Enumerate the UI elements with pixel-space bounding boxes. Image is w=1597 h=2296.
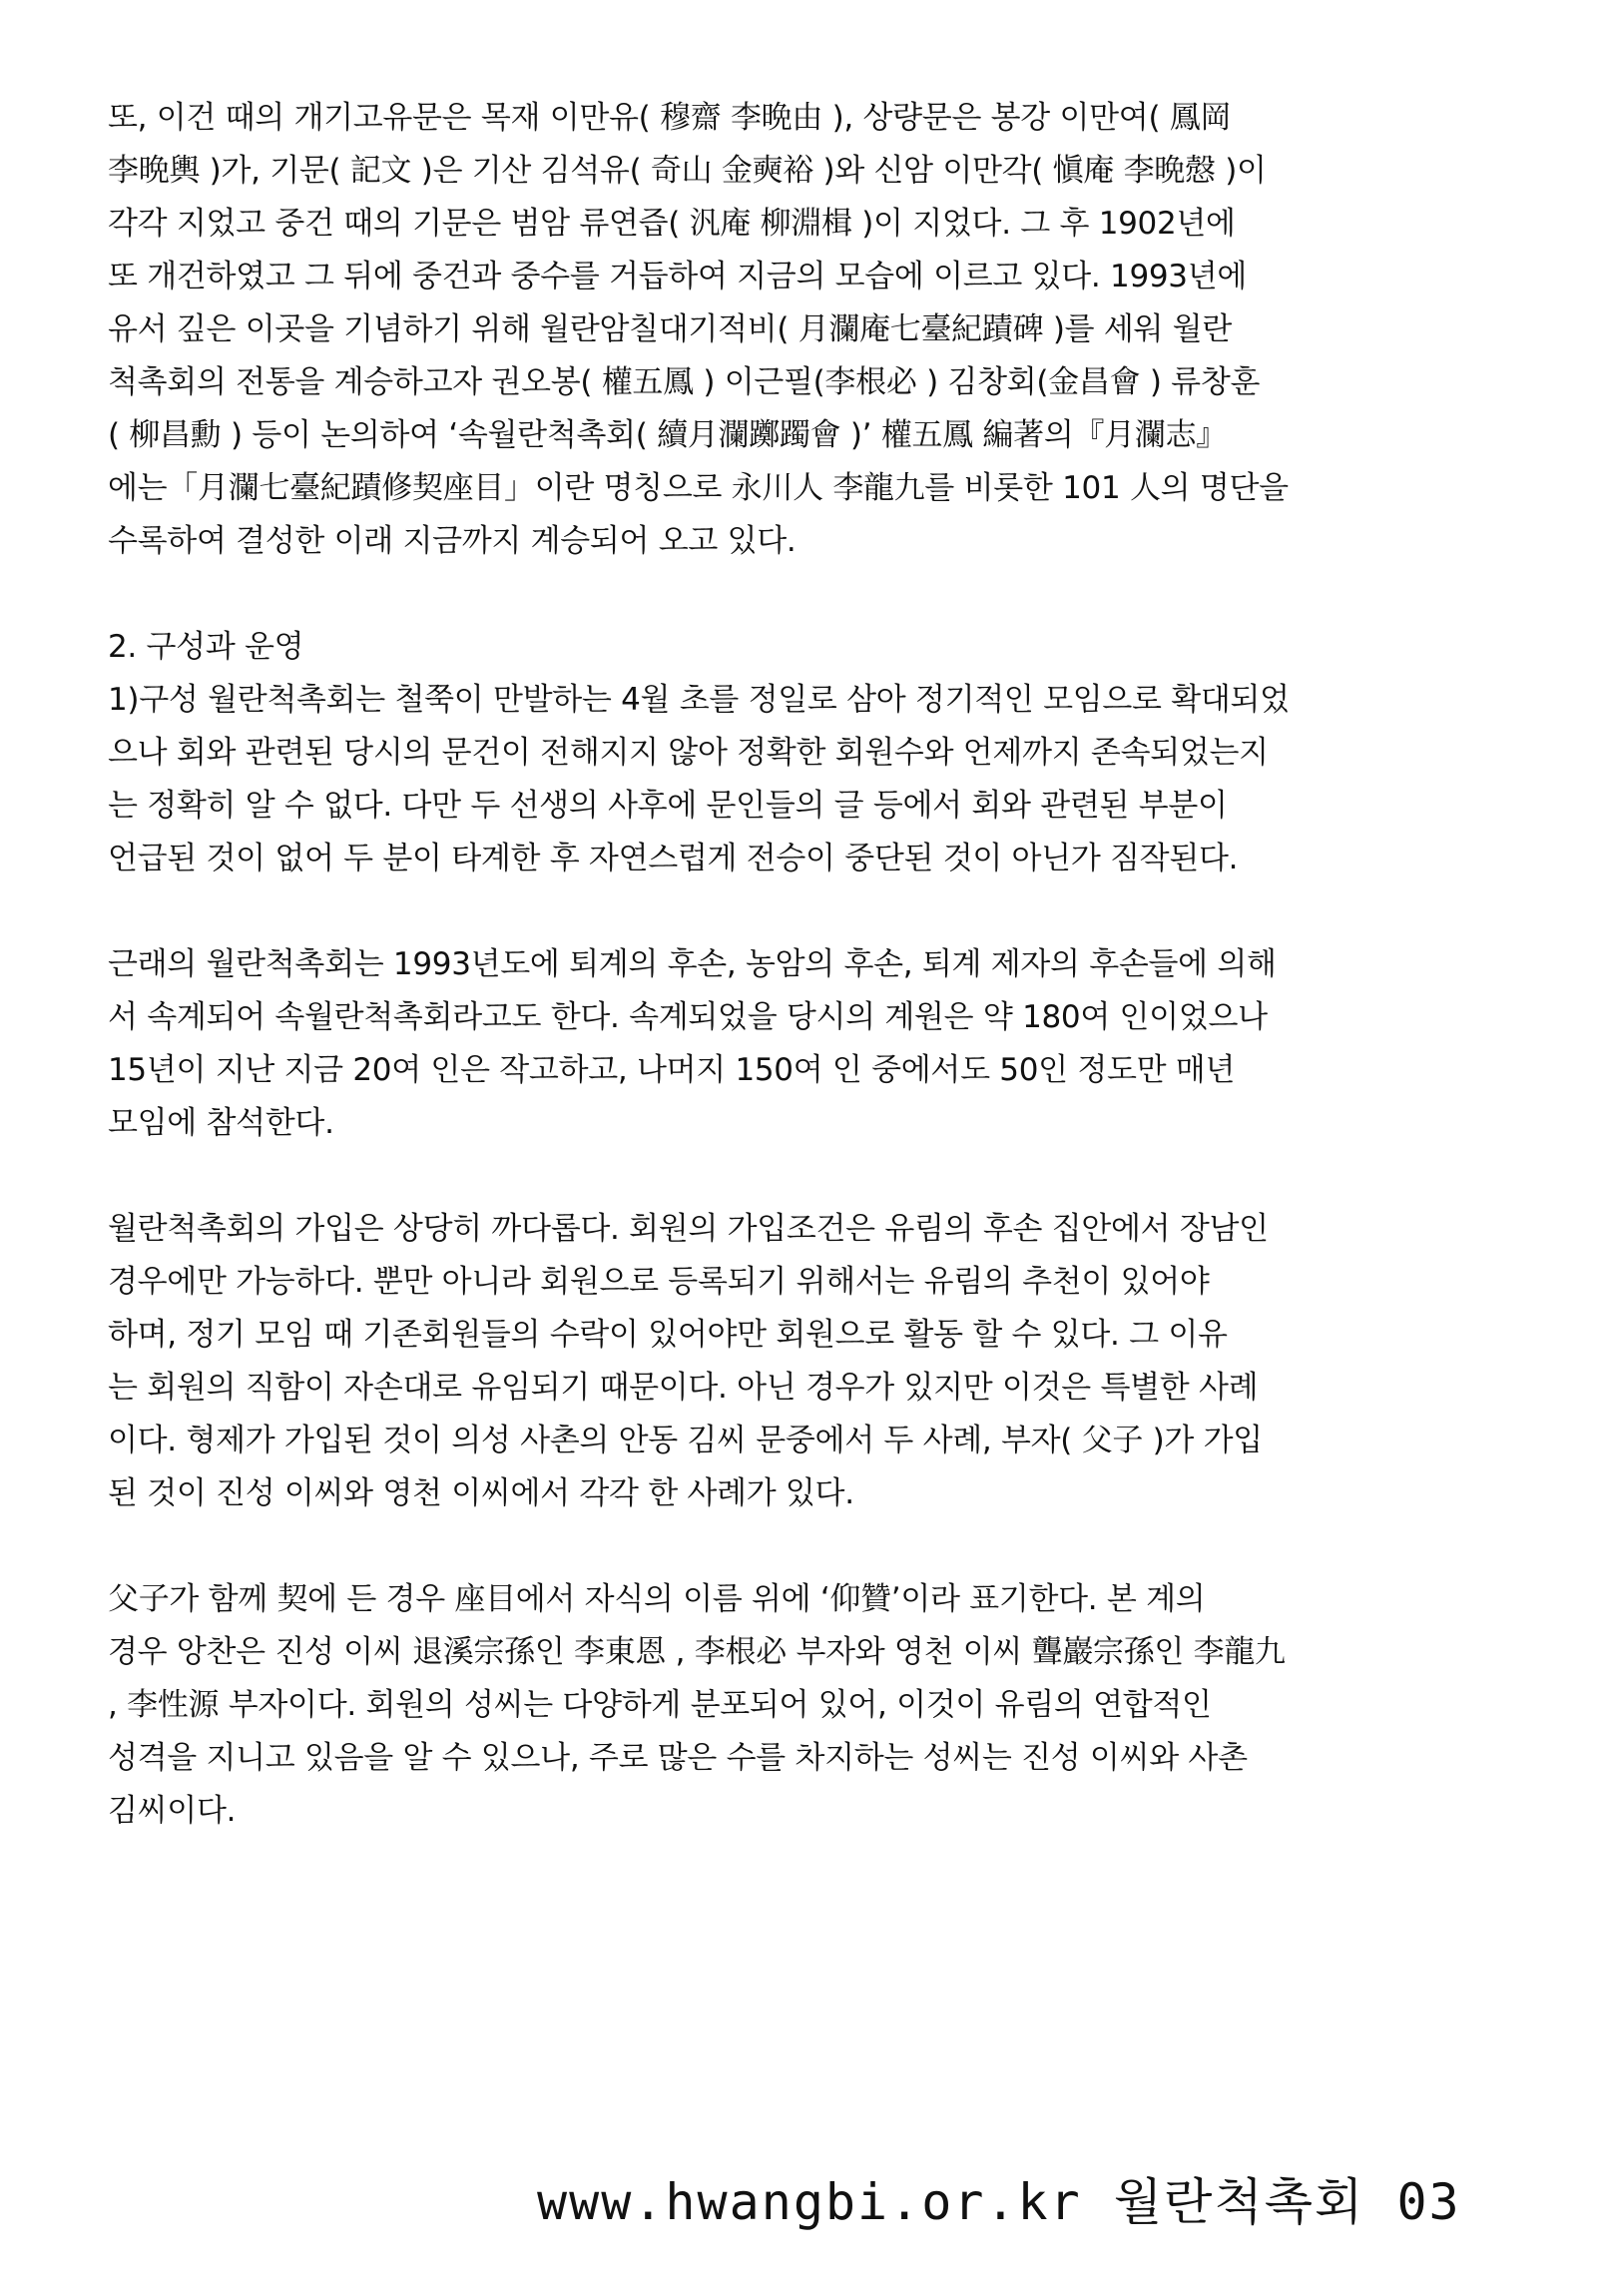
- text-line: 모임에 참석한다.: [108, 1105, 334, 1141]
- text-line: 경우 앙찬은 진성 이씨 退溪宗孫인 李東恩 , 李根必 부자와 영천 이씨 聾巖宗孫인 李龍九: [108, 1634, 1286, 1670]
- text-line: 유서 깊은 이곳을 기념하기 위해 월란암칠대기적비( 月瀾庵七臺紀蹟碑 )를 세워 월란: [108, 311, 1232, 347]
- text-line: 李晩輿 )가, 기문( 記文 )은 기산 김석유( 奇山 金奭裕 )와 신암 이만각( 愼庵 李晩慤 )이: [108, 153, 1267, 189]
- text-line: 으나 회와 관련된 당시의 문건이 전해지지 않아 정확한 회원수와 언제까지 존속되었는지: [108, 735, 1269, 771]
- text-line: 는 회원의 직함이 자손대로 유임되기 때문이다. 아닌 경우가 있지만 이것은 특별한 사례: [108, 1370, 1259, 1406]
- text-line: 김씨이다.: [108, 1793, 237, 1829]
- text-line: 수록하여 결성한 이래 지금까지 계승되어 오고 있다.: [108, 523, 797, 559]
- text-line: 15년이 지난 지금 20여 인은 작고하고, 나머지 150여 인 중에서도 50인 정도만 매년: [108, 1052, 1236, 1088]
- text-line: 각각 지었고 중건 때의 기문은 범암 류연즙( 汎庵 柳淵楫 )이 지었다. 그 후 1902년에: [108, 206, 1236, 242]
- section-heading: 2. 구성과 운영: [108, 629, 304, 665]
- text-line: 경우에만 가능하다. 뿐만 아니라 회원으로 등록되기 위해서는 유림의 추천이 있어야: [108, 1264, 1210, 1300]
- text-line: 성격을 지니고 있음을 알 수 있으나, 주로 많은 수를 차지하는 성씨는 진성 이씨와 사촌: [108, 1740, 1248, 1776]
- text-line: 는 정확히 알 수 없다. 다만 두 선생의 사후에 문인들의 글 등에서 회와 관련된 부분이: [108, 788, 1228, 824]
- text-line: 1)구성 월란척촉회는 철쭉이 만발하는 4월 초를 정일로 삼아 정기적인 모임으로 확대되었: [108, 682, 1290, 718]
- text-line: 하며, 정기 모임 때 기존회원들의 수락이 있어야만 회원으로 활동 할 수 있다. 그 이유: [108, 1317, 1228, 1353]
- paragraph-spacer: [108, 1150, 1565, 1203]
- paragraph-spacer: [108, 568, 1565, 621]
- text-line: , 李性源 부자이다. 회원의 성씨는 다양하게 분포되어 있어, 이것이 유림의 연합적인: [108, 1687, 1212, 1723]
- page-footer: www.hwangbi.or.kr 월란척촉회 03: [537, 2173, 1461, 2231]
- text-line: 된 것이 진성 이씨와 영천 이씨에서 각각 한 사례가 있다.: [108, 1475, 854, 1511]
- text-line: 이다. 형제가 가입된 것이 의성 사촌의 안동 김씨 문중에서 두 사례, 부자( 父子 )가 가입: [108, 1423, 1263, 1458]
- text-line: 또, 이건 때의 개기고유문은 목재 이만유( 穆齋 李晩由 ), 상량문은 봉강 이만여( 鳳岡: [108, 100, 1232, 136]
- text-line: 父子가 함께 契에 든 경우 座目에서 자식의 이름 위에 ‘仰贊’이라 표기한다. 본 계의: [108, 1581, 1206, 1617]
- text-line: ( 柳昌勳 ) 등이 논의하여 ‘속월란척촉회( 續月瀾躑躅會 )’ 權五鳳 編著의『月瀾志』: [108, 417, 1227, 453]
- text-line: 서 속계되어 속월란척촉회라고도 한다. 속계되었을 당시의 계원은 약 180여 인이었으나: [108, 999, 1268, 1035]
- text-line: 척촉회의 전통을 계승하고자 권오봉( 權五鳳 ) 이근필(李根必 ) 김창회(金昌會 ) 류창훈: [108, 364, 1261, 400]
- paragraph-spacer: [108, 1520, 1565, 1573]
- paragraph-composition: [108, 621, 1565, 885]
- paragraph-father-son: [108, 1573, 1565, 1838]
- text-line: 월란척촉회의 가입은 상당히 까다롭다. 회원의 가입조건은 유림의 후손 집안에서 장남인: [108, 1211, 1269, 1247]
- text-line: 또 개건하였고 그 뒤에 중건과 중수를 거듭하여 지금의 모습에 이르고 있다. 1993년에: [108, 259, 1248, 294]
- text-line: 언급된 것이 없어 두 분이 타계한 후 자연스럽게 전승이 중단된 것이 아닌가 짐작된다.: [108, 841, 1239, 876]
- paragraph-recent: [108, 938, 1565, 1150]
- paragraph-history: [108, 92, 1565, 568]
- paragraph-membership: [108, 1203, 1565, 1520]
- text-line: 근래의 월란척촉회는 1993년도에 퇴계의 후손, 농암의 후손, 퇴계 제자의 후손들에 의해: [108, 946, 1277, 982]
- text-line: 에는「月瀾七臺紀蹟修契座目」이란 명칭으로 永川人 李龍九를 비롯한 101 人의 명단을: [108, 470, 1289, 506]
- paragraph-spacer: [108, 885, 1565, 938]
- document-body: [108, 92, 1565, 1838]
